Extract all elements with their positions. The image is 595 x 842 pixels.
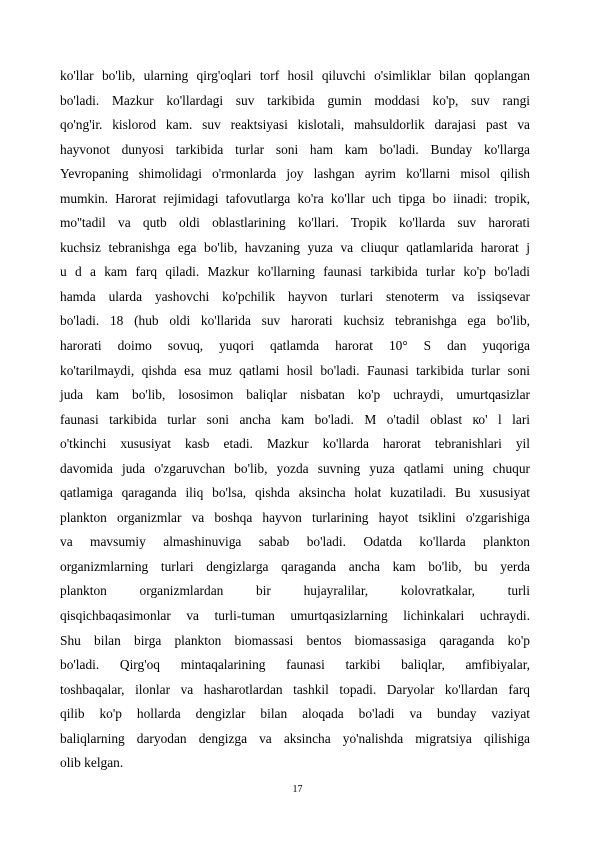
text-line-last: olib kelgan. <box>60 755 124 771</box>
text-line: qisqichbaqasimonlar va turli-tuman umurtqasizlarning lichinkalari uchraydi. <box>60 608 530 624</box>
text-line: mo''tadil va qutb oldi oblastlarining ko'llari. Tropik ko'llarda suv harorati <box>60 215 530 231</box>
text-line: juda kam bo'lib, lososimon baliqlar nisbatan ko'p uchraydi, umurtqasizlar <box>60 387 530 403</box>
text-line: hayvonot dunyosi tarkibida turlar soni ham kam bo'ladi. Bunday ko'llarga <box>60 141 530 157</box>
text-line: bo'ladi. Qirg'oq mintaqalarining faunasi tarkibi baliqlar, amfibiyalar, <box>60 657 530 673</box>
text-line: o'tkinchi xususiyat kasb etadi. Mazkur ko'llarda harorat tebranishlari yil <box>60 436 530 452</box>
text-line: va mavsumiy almashinuviga sabab bo'ladi. Odatda ko'llarda plankton <box>60 534 530 550</box>
text-line: plankton organizmlardan bir hujayralilar, kolovratkalar, turli <box>60 583 530 599</box>
text-line: plankton organizmlar va boshqa hayvon turlarining hayot tsiklini o'zgarishiga <box>60 509 530 525</box>
text-line: mumkin. Harorat rejimidagi tafovutlarga ko'ra ko'llar uch tipga bo iinadi: tropik, <box>60 190 530 206</box>
text-line: bo'ladi. 18 (hub oldi ko'llarida suv harorati kuchsiz tebranishga ega bo'lib, <box>60 313 530 329</box>
text-line: harorati doimo sovuq, yuqori qatlamda harorat 10° S dan yuqoriga <box>60 338 530 354</box>
text-line: davomida juda o'zgaruvchan bo'lib, yozda suvning yuza qatlami uning chuqur <box>60 460 530 476</box>
text-line: hamda ularda yashovchi ko'pchilik hayvon turlari stenoterm va issiqsevar <box>60 288 530 304</box>
document-body <box>60 64 530 776</box>
text-line: u d a kam farq qiladi. Mazkur ko'llarning faunasi tarkibida turlar ko'p bo'ladi <box>60 264 530 280</box>
text-line: ko'tarilmaydi, qishda esa muz qatlami hosil bo'ladi. Faunasi tarkibida turlar soni <box>60 362 530 378</box>
text-line: qo'ng'ir. kislorod kam. suv reaktsiyasi kislotali, mahsuldorlik darajasi past va <box>60 117 530 133</box>
text-line: qilib ko'p hollarda dengizlar bilan aloqada bo'ladi va bunday vaziyat <box>60 706 530 722</box>
text-line: bo'ladi. Mazkur ko'llardagi suv tarkibida gumin moddasi ko'p, suv rangi <box>60 92 530 108</box>
text-line: ko'llar bo'lib, ularning qirg'oqlari torf hosil qiluvchi o'simliklar bilan qoplangan <box>60 68 530 83</box>
text-line: Yevropaning shimolidagi o'rmonlarda joy lashgan ayrim ko'llarni misol qilish <box>60 166 530 182</box>
text-line: kuchsiz tebranishga ega bo'lib, havzaning yuza va cliuqur qatlamlarida harorat j <box>60 239 530 255</box>
text-line: qatlamiga qaraganda iliq bo'lsa, qishda aksincha holat kuzatiladi. Bu xususiyat <box>60 485 530 501</box>
text-line: organizmlarning turlari dengizlarga qaraganda ancha kam bo'lib, bu yerda <box>60 558 530 574</box>
text-line: toshbaqalar, ilonlar va hasharotlardan tashkil topadi. Daryolar ko'llardan farq <box>60 681 530 697</box>
page-number: 17 <box>292 784 303 795</box>
text-line: faunasi tarkibida turlar soni ancha kam bo'ladi. M o'tadil oblast ко' l lari <box>60 411 530 427</box>
text-line: Shu bilan birga plankton biomassasi bentos biomassasiga qaraganda ko'p <box>60 632 530 648</box>
text-line: baliqlarning daryodan dengizga va aksincha yo'nalishda migratsiya qilishiga <box>60 730 530 746</box>
